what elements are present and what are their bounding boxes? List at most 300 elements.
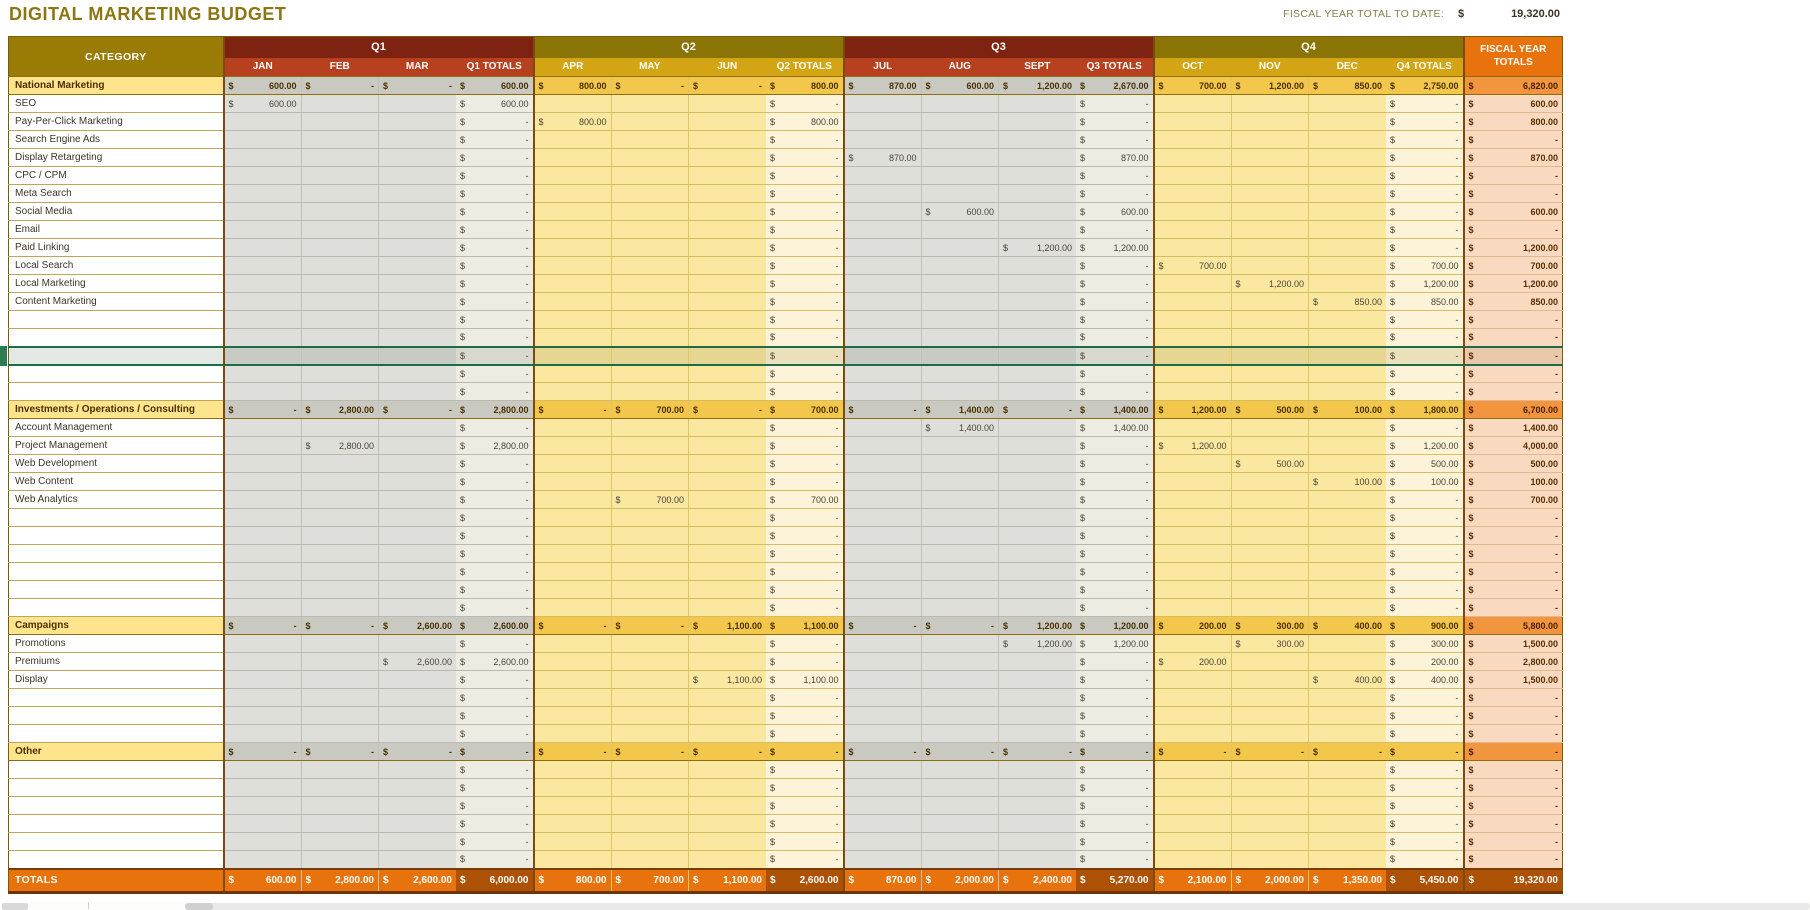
sheet-cell[interactable] <box>1076 275 1154 293</box>
category-cell[interactable]: Display <box>9 671 224 689</box>
sheet-cell[interactable] <box>534 815 612 833</box>
sheet-cell[interactable] <box>1464 725 1563 743</box>
sheet-cell[interactable] <box>921 545 999 563</box>
sheet-cell[interactable] <box>379 239 457 257</box>
sheet-cell[interactable] <box>1231 545 1309 563</box>
sheet-cell[interactable] <box>534 653 612 671</box>
sheet-cell[interactable] <box>534 851 612 869</box>
sheet-cell[interactable] <box>921 509 999 527</box>
sheet-cell[interactable] <box>534 131 612 149</box>
header-month-OCT[interactable]: OCT <box>1154 58 1232 77</box>
sheet-cell[interactable] <box>1076 509 1154 527</box>
sheet-cell[interactable] <box>456 311 534 329</box>
sheet-cell[interactable] <box>999 491 1077 509</box>
sheet-cell[interactable] <box>921 419 999 437</box>
sheet-cell[interactable] <box>301 869 379 893</box>
sheet-cell[interactable] <box>534 581 612 599</box>
sheet-cell[interactable] <box>1076 203 1154 221</box>
sheet-cell[interactable] <box>456 743 534 761</box>
sheet-cell[interactable] <box>224 455 302 473</box>
sheet-cell[interactable] <box>534 833 612 851</box>
sheet-cell[interactable] <box>999 311 1077 329</box>
sheet-cell[interactable] <box>379 617 457 635</box>
sheet-cell[interactable] <box>1076 635 1154 653</box>
sheet-cell[interactable] <box>921 779 999 797</box>
sheet-cell[interactable] <box>456 329 534 347</box>
sheet-cell[interactable] <box>689 185 767 203</box>
sheet-cell[interactable] <box>1076 473 1154 491</box>
sheet-cell[interactable] <box>1076 527 1154 545</box>
sheet-cell[interactable] <box>379 545 457 563</box>
sheet-cell[interactable] <box>766 167 844 185</box>
sheet-cell[interactable] <box>766 329 844 347</box>
sheet-cell[interactable] <box>689 473 767 491</box>
sheet-cell[interactable] <box>379 221 457 239</box>
sheet-cell[interactable] <box>611 293 689 311</box>
sheet-cell[interactable] <box>1076 311 1154 329</box>
sheet-cell[interactable] <box>766 815 844 833</box>
sheet-cell[interactable] <box>456 131 534 149</box>
sheet-cell[interactable] <box>689 869 767 893</box>
sheet-cell[interactable] <box>1154 239 1232 257</box>
sheet-cell[interactable] <box>689 761 767 779</box>
sheet-cell[interactable] <box>1154 401 1232 419</box>
header-month-MAR[interactable]: MAR <box>379 58 457 77</box>
sheet-cell[interactable] <box>456 203 534 221</box>
sheet-cell[interactable] <box>1386 491 1464 509</box>
sheet-cell[interactable] <box>224 203 302 221</box>
category-cell[interactable]: Local Marketing <box>9 275 224 293</box>
sheet-cell[interactable] <box>1464 761 1563 779</box>
sheet-cell[interactable] <box>379 77 457 95</box>
sheet-cell[interactable] <box>1386 419 1464 437</box>
sheet-cell[interactable] <box>1386 761 1464 779</box>
sheet-cell[interactable] <box>1154 455 1232 473</box>
sheet-cell[interactable] <box>1154 635 1232 653</box>
sheet-cell[interactable] <box>456 491 534 509</box>
sheet-cell[interactable] <box>766 347 844 365</box>
sheet-cell[interactable] <box>456 275 534 293</box>
sheet-cell[interactable] <box>844 635 922 653</box>
sheet-cell[interactable] <box>844 149 922 167</box>
sheet-cell[interactable] <box>844 815 922 833</box>
sheet-cell[interactable] <box>921 311 999 329</box>
sheet-cell[interactable] <box>379 167 457 185</box>
sheet-cell[interactable] <box>1464 365 1563 383</box>
sheet-cell[interactable] <box>1154 851 1232 869</box>
sheet-cell[interactable] <box>1154 149 1232 167</box>
sheet-cell[interactable] <box>689 851 767 869</box>
sheet-cell[interactable] <box>611 617 689 635</box>
sheet-cell[interactable] <box>1076 401 1154 419</box>
sheet-cell[interactable] <box>689 599 767 617</box>
sheet-cell[interactable] <box>379 815 457 833</box>
category-cell[interactable] <box>9 311 224 329</box>
sheet-cell[interactable] <box>921 149 999 167</box>
sheet-cell[interactable] <box>921 167 999 185</box>
category-cell[interactable]: TOTALS <box>9 869 224 893</box>
sheet-cell[interactable] <box>921 527 999 545</box>
sheet-cell[interactable] <box>766 617 844 635</box>
sheet-cell[interactable] <box>1154 545 1232 563</box>
sheet-cell[interactable] <box>534 509 612 527</box>
header-quarter-totals-Q2[interactable]: Q2 TOTALS <box>766 58 844 77</box>
sheet-cell[interactable] <box>689 149 767 167</box>
sheet-cell[interactable] <box>456 257 534 275</box>
sheet-cell[interactable] <box>611 203 689 221</box>
sheet-cell[interactable] <box>456 869 534 893</box>
sheet-cell[interactable] <box>224 563 302 581</box>
sheet-cell[interactable] <box>611 185 689 203</box>
sheet-cell[interactable] <box>379 869 457 893</box>
sheet-cell[interactable] <box>1464 167 1563 185</box>
sheet-cell[interactable] <box>689 401 767 419</box>
sheet-cell[interactable] <box>1154 329 1232 347</box>
sheet-cell[interactable] <box>224 635 302 653</box>
sheet-cell[interactable] <box>689 635 767 653</box>
sheet-cell[interactable] <box>766 203 844 221</box>
sheet-cell[interactable] <box>844 599 922 617</box>
sheet-cell[interactable] <box>1231 473 1309 491</box>
sheet-cell[interactable] <box>999 671 1077 689</box>
sheet-cell[interactable] <box>224 761 302 779</box>
sheet-cell[interactable] <box>689 221 767 239</box>
sheet-cell[interactable] <box>224 95 302 113</box>
sheet-cell[interactable] <box>921 563 999 581</box>
sheet-cell[interactable] <box>1231 635 1309 653</box>
sheet-cell[interactable] <box>689 671 767 689</box>
sheet-cell[interactable] <box>844 707 922 725</box>
sheet-cell[interactable] <box>921 185 999 203</box>
sheet-cell[interactable] <box>1309 797 1387 815</box>
sheet-cell[interactable] <box>1076 185 1154 203</box>
sheet-cell[interactable] <box>999 869 1077 893</box>
sheet-cell[interactable] <box>921 671 999 689</box>
header-month-JUN[interactable]: JUN <box>689 58 767 77</box>
sheet-cell[interactable] <box>1076 95 1154 113</box>
sheet-cell[interactable] <box>766 185 844 203</box>
sheet-cell[interactable] <box>534 419 612 437</box>
sheet-cell[interactable] <box>999 779 1077 797</box>
sheet-cell[interactable] <box>456 707 534 725</box>
sheet-cell[interactable] <box>456 77 534 95</box>
sheet-cell[interactable] <box>1231 221 1309 239</box>
sheet-cell[interactable] <box>999 653 1077 671</box>
sheet-cell[interactable] <box>1464 311 1563 329</box>
sheet-cell[interactable] <box>1154 509 1232 527</box>
sheet-cell[interactable] <box>1309 833 1387 851</box>
sheet-cell[interactable] <box>1309 707 1387 725</box>
sheet-cell[interactable] <box>1076 779 1154 797</box>
sheet-cell[interactable] <box>611 851 689 869</box>
sheet-cell[interactable] <box>224 437 302 455</box>
sheet-cell[interactable] <box>999 167 1077 185</box>
sheet-cell[interactable] <box>611 77 689 95</box>
sheet-cell[interactable] <box>534 743 612 761</box>
sheet-cell[interactable] <box>379 293 457 311</box>
category-cell[interactable]: CPC / CPM <box>9 167 224 185</box>
sheet-cell[interactable] <box>921 95 999 113</box>
sheet-cell[interactable] <box>379 149 457 167</box>
sheet-cell[interactable] <box>1076 707 1154 725</box>
sheet-cell[interactable] <box>1076 671 1154 689</box>
sheet-cell[interactable] <box>379 311 457 329</box>
sheet-cell[interactable] <box>689 329 767 347</box>
sheet-cell[interactable] <box>534 293 612 311</box>
sheet-cell[interactable] <box>689 815 767 833</box>
sheet-cell[interactable] <box>844 419 922 437</box>
sheet-cell[interactable] <box>689 293 767 311</box>
category-cell[interactable]: Pay-Per-Click Marketing <box>9 113 224 131</box>
sheet-cell[interactable] <box>1076 293 1154 311</box>
category-cell[interactable]: Paid Linking <box>9 239 224 257</box>
sheet-cell[interactable] <box>1464 599 1563 617</box>
scrollbar-thumb[interactable] <box>185 903 213 910</box>
sheet-cell[interactable] <box>224 329 302 347</box>
sheet-cell[interactable] <box>611 635 689 653</box>
sheet-cell[interactable] <box>611 833 689 851</box>
sheet-cell[interactable] <box>456 815 534 833</box>
sheet-cell[interactable] <box>844 509 922 527</box>
sheet-cell[interactable] <box>301 329 379 347</box>
sheet-cell[interactable] <box>1386 167 1464 185</box>
sheet-cell[interactable] <box>689 383 767 401</box>
sheet-cell[interactable] <box>1076 725 1154 743</box>
sheet-cell[interactable] <box>1386 707 1464 725</box>
sheet-cell[interactable] <box>844 689 922 707</box>
sheet-cell[interactable] <box>766 779 844 797</box>
sheet-cell[interactable] <box>1076 797 1154 815</box>
sheet-cell[interactable] <box>766 149 844 167</box>
category-cell[interactable] <box>9 779 224 797</box>
header-quarter-Q2[interactable]: Q2 <box>534 37 844 58</box>
sheet-cell[interactable] <box>534 401 612 419</box>
sheet-cell[interactable] <box>921 203 999 221</box>
sheet-cell[interactable] <box>224 113 302 131</box>
sheet-cell[interactable] <box>766 563 844 581</box>
sheet-cell[interactable] <box>456 509 534 527</box>
sheet-cell[interactable] <box>1309 347 1387 365</box>
sheet-cell[interactable] <box>1154 671 1232 689</box>
sheet-cell[interactable] <box>999 419 1077 437</box>
sheet-cell[interactable] <box>301 401 379 419</box>
sheet-cell[interactable] <box>999 509 1077 527</box>
sheet-cell[interactable] <box>844 347 922 365</box>
sheet-cell[interactable] <box>1154 473 1232 491</box>
sheet-cell[interactable] <box>379 563 457 581</box>
category-cell[interactable] <box>9 599 224 617</box>
sheet-cell[interactable] <box>999 293 1077 311</box>
sheet-cell[interactable] <box>1076 689 1154 707</box>
sheet-cell[interactable] <box>534 635 612 653</box>
sheet-cell[interactable] <box>766 527 844 545</box>
sheet-cell[interactable] <box>766 797 844 815</box>
sheet-cell[interactable] <box>379 527 457 545</box>
sheet-cell[interactable] <box>689 131 767 149</box>
header-month-APR[interactable]: APR <box>534 58 612 77</box>
sheet-cell[interactable] <box>1309 455 1387 473</box>
sheet-cell[interactable] <box>1231 77 1309 95</box>
sheet-cell[interactable] <box>921 761 999 779</box>
sheet-cell[interactable] <box>766 833 844 851</box>
sheet-cell[interactable] <box>1231 401 1309 419</box>
sheet-cell[interactable] <box>456 527 534 545</box>
sheet-cell[interactable] <box>1309 635 1387 653</box>
category-cell[interactable]: Search Engine Ads <box>9 131 224 149</box>
sheet-cell[interactable] <box>766 419 844 437</box>
sheet-cell[interactable] <box>1076 239 1154 257</box>
sheet-cell[interactable] <box>1309 419 1387 437</box>
sheet-cell[interactable] <box>1231 95 1309 113</box>
sheet-cell[interactable] <box>1309 761 1387 779</box>
sheet-cell[interactable] <box>534 545 612 563</box>
sheet-cell[interactable] <box>301 545 379 563</box>
sheet-cell[interactable] <box>1231 491 1309 509</box>
sheet-cell[interactable] <box>534 617 612 635</box>
sheet-cell[interactable] <box>1154 617 1232 635</box>
sheet-cell[interactable] <box>844 257 922 275</box>
sheet-cell[interactable] <box>1231 617 1309 635</box>
sheet-cell[interactable] <box>1309 185 1387 203</box>
sheet-cell[interactable] <box>1154 77 1232 95</box>
sheet-cell[interactable] <box>1386 725 1464 743</box>
sheet-cell[interactable] <box>1231 149 1309 167</box>
sheet-cell[interactable] <box>534 383 612 401</box>
sheet-cell[interactable] <box>224 617 302 635</box>
category-cell[interactable] <box>9 365 224 383</box>
sheet-cell[interactable] <box>534 221 612 239</box>
sheet-cell[interactable] <box>534 455 612 473</box>
sheet-cell[interactable] <box>844 491 922 509</box>
sheet-cell[interactable] <box>689 311 767 329</box>
sheet-cell[interactable] <box>534 563 612 581</box>
sheet-cell[interactable] <box>301 167 379 185</box>
sheet-cell[interactable] <box>379 185 457 203</box>
sheet-cell[interactable] <box>689 275 767 293</box>
sheet-cell[interactable] <box>301 419 379 437</box>
sheet-cell[interactable] <box>456 293 534 311</box>
sheet-cell[interactable] <box>844 239 922 257</box>
category-cell[interactable] <box>9 689 224 707</box>
sheet-cell[interactable] <box>611 653 689 671</box>
sheet-cell[interactable] <box>921 455 999 473</box>
sheet-cell[interactable] <box>456 581 534 599</box>
sheet-cell[interactable] <box>1309 689 1387 707</box>
sheet-cell[interactable] <box>1154 167 1232 185</box>
sheet-cell[interactable] <box>1309 473 1387 491</box>
sheet-cell[interactable] <box>301 797 379 815</box>
sheet-cell[interactable] <box>766 239 844 257</box>
sheet-cell[interactable] <box>1154 833 1232 851</box>
sheet-cell[interactable] <box>611 167 689 185</box>
sheet-cell[interactable] <box>301 815 379 833</box>
sheet-cell[interactable] <box>921 581 999 599</box>
sheet-cell[interactable] <box>224 257 302 275</box>
sheet-cell[interactable] <box>999 473 1077 491</box>
header-month-MAY[interactable]: MAY <box>611 58 689 77</box>
sheet-cell[interactable] <box>999 257 1077 275</box>
sheet-cell[interactable] <box>766 671 844 689</box>
sheet-cell[interactable] <box>224 383 302 401</box>
sheet-cell[interactable] <box>224 743 302 761</box>
sheet-cell[interactable] <box>456 437 534 455</box>
sheet-cell[interactable] <box>689 581 767 599</box>
sheet-cell[interactable] <box>1231 419 1309 437</box>
sheet-cell[interactable] <box>766 293 844 311</box>
sheet-cell[interactable] <box>224 779 302 797</box>
sheet-cell[interactable] <box>844 833 922 851</box>
sheet-cell[interactable] <box>534 113 612 131</box>
sheet-cell[interactable] <box>999 635 1077 653</box>
sheet-cell[interactable] <box>611 365 689 383</box>
sheet-cell[interactable] <box>611 275 689 293</box>
sheet-cell[interactable] <box>999 401 1077 419</box>
category-cell[interactable] <box>9 329 224 347</box>
sheet-cell[interactable] <box>689 689 767 707</box>
sheet-cell[interactable] <box>1309 509 1387 527</box>
sheet-cell[interactable] <box>224 311 302 329</box>
sheet-cell[interactable] <box>1154 275 1232 293</box>
sheet-cell[interactable] <box>1076 419 1154 437</box>
sheet-cell[interactable] <box>611 455 689 473</box>
sheet-cell[interactable] <box>1231 293 1309 311</box>
sheet-cell[interactable] <box>301 455 379 473</box>
sheet-cell[interactable] <box>1309 257 1387 275</box>
sheet-cell[interactable] <box>301 185 379 203</box>
category-cell[interactable] <box>9 851 224 869</box>
sheet-cell[interactable] <box>379 599 457 617</box>
sheet-cell[interactable] <box>379 635 457 653</box>
sheet-cell[interactable] <box>1154 185 1232 203</box>
sheet-cell[interactable] <box>301 581 379 599</box>
sheet-cell[interactable] <box>1386 275 1464 293</box>
sheet-cell[interactable] <box>456 761 534 779</box>
sheet-cell[interactable] <box>1154 365 1232 383</box>
category-cell[interactable]: Promotions <box>9 635 224 653</box>
sheet-cell[interactable] <box>689 77 767 95</box>
sheet-cell[interactable] <box>611 689 689 707</box>
sheet-cell[interactable] <box>1464 707 1563 725</box>
sheet-cell[interactable] <box>611 815 689 833</box>
sheet-cell[interactable] <box>301 311 379 329</box>
sheet-cell[interactable] <box>379 275 457 293</box>
sheet-cell[interactable] <box>766 653 844 671</box>
sheet-cell[interactable] <box>999 599 1077 617</box>
sheet-cell[interactable] <box>1154 527 1232 545</box>
sheet-cell[interactable] <box>611 149 689 167</box>
sheet-cell[interactable] <box>844 401 922 419</box>
sheet-cell[interactable] <box>999 851 1077 869</box>
sheet-cell[interactable] <box>921 293 999 311</box>
sheet-cell[interactable] <box>999 131 1077 149</box>
category-cell[interactable]: Web Analytics <box>9 491 224 509</box>
header-month-FEB[interactable]: FEB <box>301 58 379 77</box>
category-cell[interactable]: Social Media <box>9 203 224 221</box>
column-header-category[interactable]: CATEGORY <box>9 37 224 77</box>
sheet-cell[interactable] <box>301 635 379 653</box>
sheet-cell[interactable] <box>224 77 302 95</box>
sheet-cell[interactable] <box>534 311 612 329</box>
sheet-cell[interactable] <box>224 545 302 563</box>
sheet-cell[interactable] <box>1464 239 1563 257</box>
sheet-cell[interactable] <box>224 851 302 869</box>
sheet-cell[interactable] <box>766 77 844 95</box>
sheet-cell[interactable] <box>844 797 922 815</box>
sheet-cell[interactable] <box>844 203 922 221</box>
sheet-cell[interactable] <box>921 239 999 257</box>
sheet-cell[interactable] <box>301 365 379 383</box>
horizontal-scrollbar[interactable] <box>185 903 1810 910</box>
